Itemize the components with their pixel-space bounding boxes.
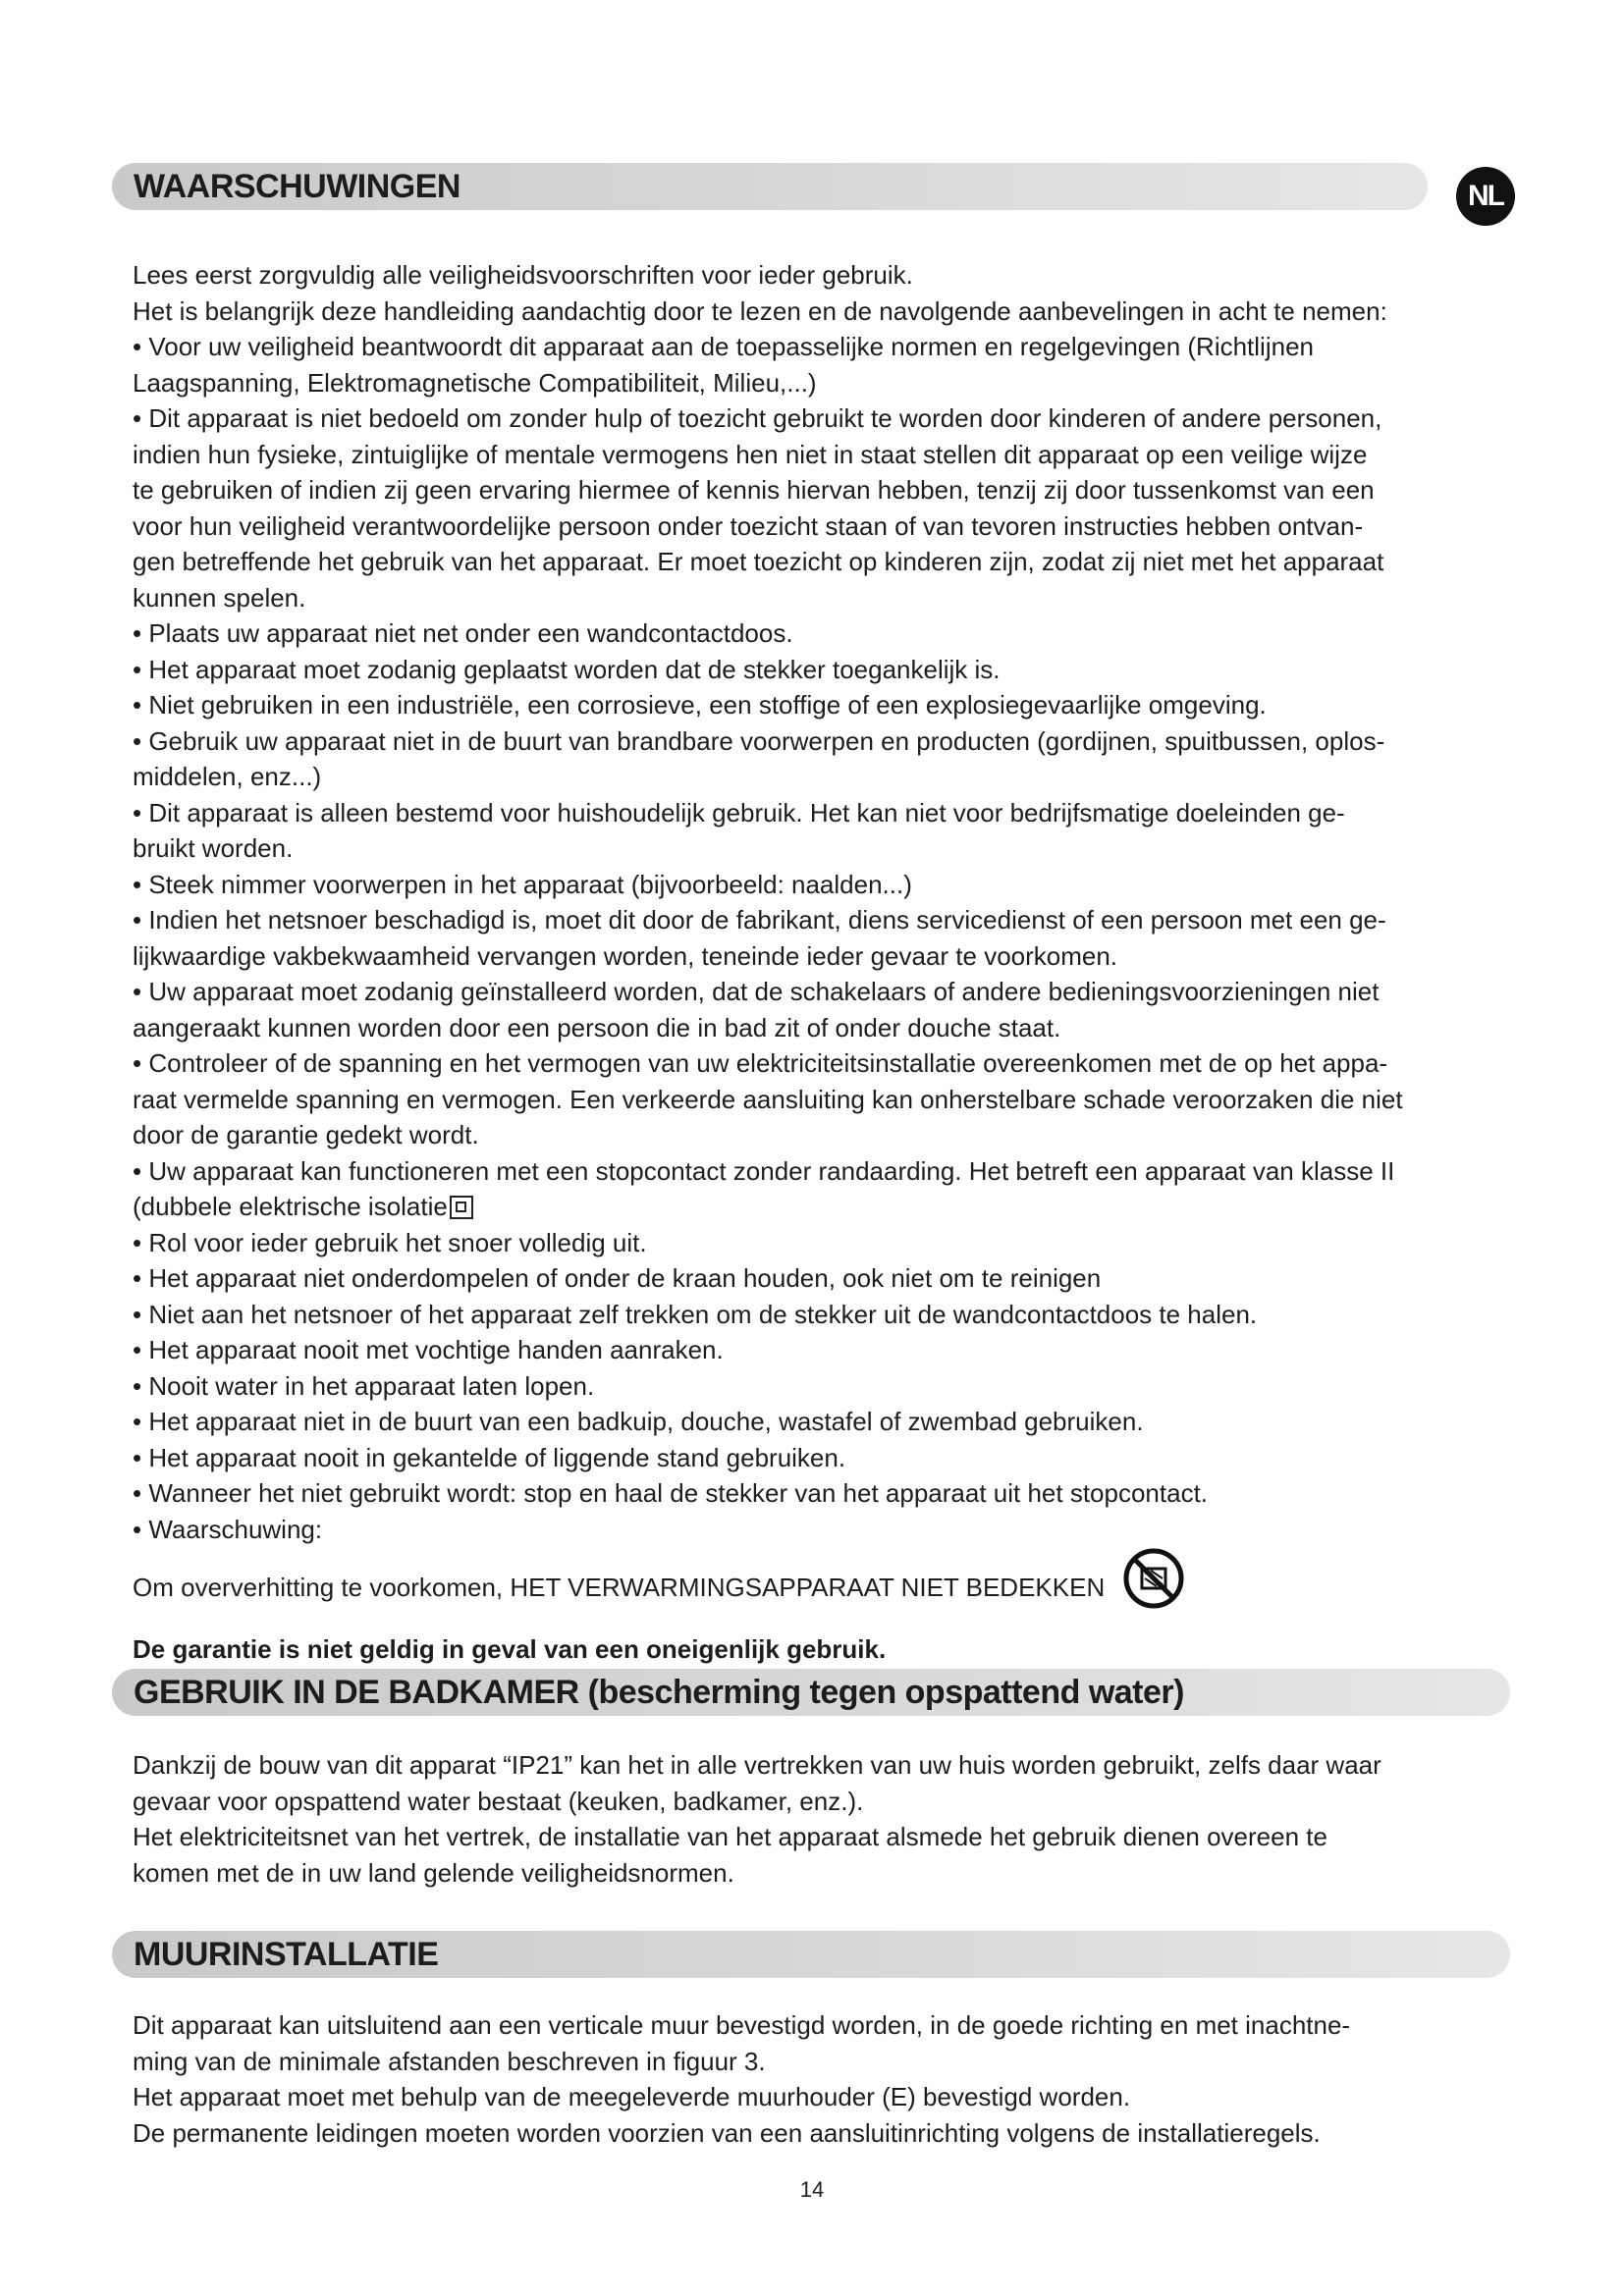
text-line: Lees eerst zorgvuldig alle veiligheidsvoorschriften voor ieder gebruik. <box>133 260 913 290</box>
text-line: • Niet aan het netsnoer of het apparaat zelf trekken om de stekker uit de wandcontactdoos te halen. <box>133 1299 1258 1329</box>
wall-text <box>133 2007 1517 2151</box>
text-line: • Wanneer het niet gebruikt wordt: stop en haal de stekker van het apparaat uit het stopcontact. <box>133 1478 1209 1508</box>
section-title: GEBRUIK IN DE BADKAMER <box>134 1674 579 1711</box>
text-line: • Het apparaat niet in de buurt van een badkuip, douche, wastafel of zwembad gebruiken. <box>133 1407 1144 1436</box>
text-line: • Indien het netsnoer beschadigd is, moet dit door de fabrikant, diens servicedienst of een persoon met een ge- <box>133 905 1386 934</box>
text-line: • Niet gebruiken in een industriële, een corrosieve, een stoffige of een explosiegevaarlijke omgeving. <box>133 690 1267 720</box>
text-line: • Rol voor ieder gebruik het snoer volledig uit. <box>133 1227 647 1257</box>
do-not-cover-icon <box>1122 1547 1185 1610</box>
text-line: bruikt worden. <box>133 833 294 863</box>
section-title: MUURINSTALLATIE <box>134 1936 439 1973</box>
text-line: • Het apparaat nooit in gekantelde of liggende stand gebruiken. <box>133 1442 846 1472</box>
text-line: • Controleer of de spanning en het vermogen van uw elektriciteitsinstallatie overeenkomen met de op het appa- <box>133 1048 1388 1078</box>
text-line: • Nooit water in het apparaat laten lopen. <box>133 1370 595 1401</box>
text-line: voor hun veiligheid verantwoordelijke persoon onder toezicht staan of van tevoren instructies hebben ontvan- <box>133 510 1364 541</box>
cover-warning-text: Om oververhitting te voorkomen, HET VERWARMINGSAPPARAAT NIET BEDEKKEN <box>133 1573 1106 1602</box>
text-line: • Uw apparaat moet zodanig geïnstalleerd worden, dat de schakelaars of andere bedieningsvoorzieningen niet <box>133 977 1380 1006</box>
language-badge: NL <box>1456 167 1515 226</box>
text-line: • Dit apparaat is niet bedoeld om zonder hulp of toezicht gebruikt te worden door kinderen of andere personen, <box>133 403 1382 433</box>
text-line: De permanente leidingen moeten worden voorzien van een aansluitinrichting volgens de installatieregels. <box>133 2117 1321 2148</box>
text-line: komen met de in uw land gelende veiligheidsnormen. <box>133 1857 734 1888</box>
guarantee-note: De garantie is niet geldig in geval van een oneigenlijk gebruik. <box>133 1634 887 1664</box>
text-line: middelen, enz...) <box>133 762 322 791</box>
text-line: indien hun fysieke, zintuiglijke of mentale vermogens hen niet in staat stellen dit apparaat op een veilige wijze <box>133 439 1368 469</box>
text-line: • Het apparaat moet zodanig geplaatst worden dat de stekker toegankelijk is. <box>133 654 1001 684</box>
text-line: • Voor uw veiligheid beantwoordt dit apparaat aan de toepasselijke normen en regelgevingen (Richtlijnen <box>133 332 1314 361</box>
warnings-text <box>133 257 1517 1668</box>
text-line: kunnen spelen. <box>133 582 306 613</box>
text-line: • Uw apparaat kan functioneren met een stopcontact zonder randaarding. Het betreft een apparaat van klasse II <box>133 1155 1395 1186</box>
text-line: Dit apparaat kan uitsluitend aan een verticale muur bevestigd worden, in de goede richting en met inachtne- <box>133 2010 1351 2040</box>
text-line: lijkwaardige vakbekwaamheid vervangen worden, teneinde ieder gevaar te voorkomen. <box>133 940 1118 971</box>
text-line: Dankzij de bouw van dit apparat “IP21” kan het in alle vertrekken van uw huis worden gebruikt, zelfs daar waar <box>133 1750 1381 1780</box>
text-line: aangeraakt kunnen worden door een persoon die in bad zit of onder douche staat. <box>133 1012 1061 1042</box>
text-line: • Het apparaat nooit met vochtige handen aanraken. <box>133 1335 724 1364</box>
spacer <box>133 1610 1517 1631</box>
text-line-cover <box>133 1547 1517 1610</box>
class2-text: (dubbele elektrische isolatie <box>133 1192 448 1221</box>
text-line: Het is belangrijk deze handleiding aandachtig door te lezen en de navolgende aanbevelingen in acht te nemen: <box>133 295 1387 326</box>
section-header-bathroom <box>112 1669 1510 1716</box>
bathroom-text <box>133 1747 1517 1891</box>
page-number: 14 <box>799 2177 825 2202</box>
section-header-wall <box>112 1931 1510 1978</box>
text-line: raat vermelde spanning en vermogen. Een verkeerde aansluiting kan onherstelbare schade veroorzaken die niet <box>133 1084 1403 1114</box>
text-line: • Waarschuwing: <box>133 1514 323 1544</box>
text-line: gen betreffende het gebruik van het apparaat. Er moet toezicht op kinderen zijn, zodat zij niet met het apparaat <box>133 547 1384 576</box>
text-line: • Dit apparaat is alleen bestemd voor huishoudelijk gebruik. Het kan niet voor bedrijfsmatige doeleinden ge- <box>133 797 1345 828</box>
text-line: ming van de minimale afstanden beschreven in figuur 3. <box>133 2046 766 2076</box>
section-header-warnings <box>112 163 1428 210</box>
text-line: • Gebruik uw apparaat niet in de buurt van brandbare voorwerpen en producten (gordijnen, spuitbussen, oplos- <box>133 725 1385 756</box>
text-line: Het apparaat moet met behulp van de meegeleverde muurhouder (E) bevestigd worden. <box>133 2082 1131 2111</box>
text-line: Het elektriciteitsnet van het vertrek, de installatie van het apparaat alsmede het gebruik dienen overeen te <box>133 1822 1327 1851</box>
section-subtitle: (bescherming tegen opspattend water) <box>587 1674 1184 1711</box>
text-line: Laagspanning, Elektromagnetische Compatibiliteit, Milieu,...) <box>133 367 817 398</box>
text-line: • Het apparaat niet onderdompelen of onder de kraan houden, ook niet om te reinigen <box>133 1263 1102 1293</box>
text-line: • Steek nimmer voorwerpen in het apparaat (bijvoorbeeld: naalden...) <box>133 869 912 899</box>
class-2-double-insulation-icon <box>450 1196 473 1219</box>
text-line-class2 <box>133 1189 1517 1225</box>
text-line: te gebruiken of indien zij geen ervaring hiermee of kennis hiervan hebben, tenzij zij door tussenkomst van een <box>133 475 1375 505</box>
text-line: door de garantie gedekt wordt. <box>133 1120 479 1149</box>
text-line: gevaar voor opspattend water bestaat (keuken, badkamer, enz.). <box>133 1786 864 1816</box>
section-title: WAARSCHUWINGEN <box>134 168 460 205</box>
text-line: • Plaats uw apparaat niet net onder een wandcontactdoos. <box>133 618 793 648</box>
